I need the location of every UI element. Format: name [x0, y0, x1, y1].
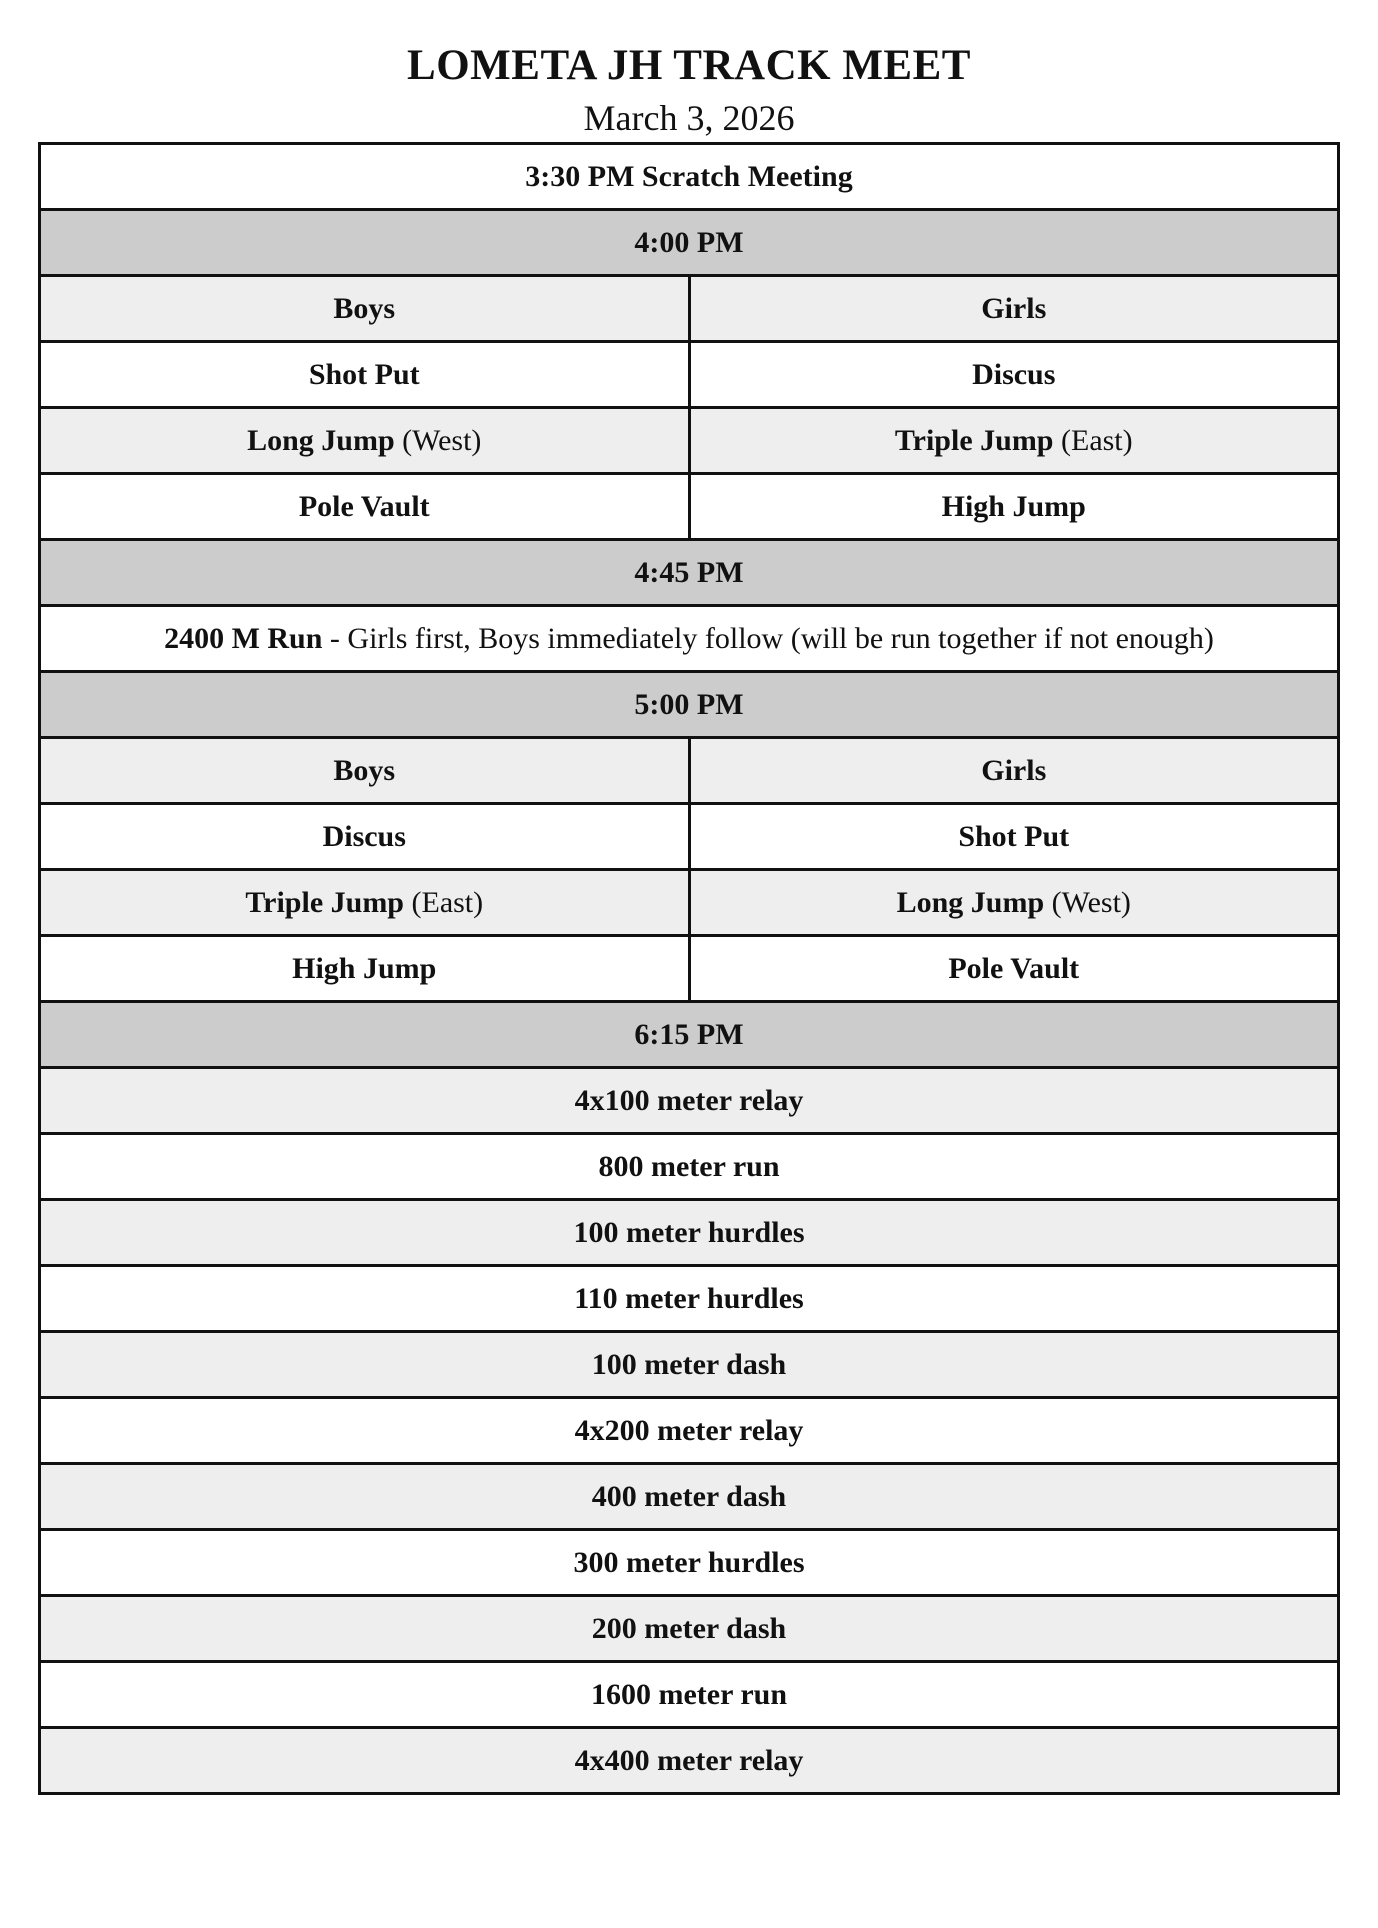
event-row [40, 870, 1339, 936]
girls-event: Long Jump [896, 885, 1045, 919]
meet-date: March 3, 2026 [583, 98, 795, 138]
running-event: 100 meter hurdles [40, 1200, 1339, 1266]
running-event-row [40, 1596, 1339, 1662]
girls-event: Shot Put [958, 819, 1070, 853]
gender-header-row [40, 738, 1339, 804]
running-event: 200 meter dash [40, 1596, 1339, 1662]
schedule-table [38, 142, 1340, 1795]
running-event: 4x400 meter relay [40, 1728, 1339, 1794]
running-event: 4x200 meter relay [40, 1398, 1339, 1464]
boys-event: High Jump [292, 951, 437, 985]
scratch-meeting-row [40, 144, 1339, 210]
time-label: 6:15 PM [40, 1002, 1339, 1068]
boys-event-note: (West) [394, 423, 482, 457]
boys-event-cell [40, 474, 690, 540]
girls-event-note: (East) [1053, 423, 1133, 457]
girls-header: Girls [689, 738, 1339, 804]
running-event: 100 meter dash [40, 1332, 1339, 1398]
running-event-row [40, 1464, 1339, 1530]
page-title: LOMETA JH TRACK MEET [407, 42, 971, 89]
boys-event: Pole Vault [298, 489, 430, 523]
gender-header-row [40, 276, 1339, 342]
running-event: 4x100 meter relay [40, 1068, 1339, 1134]
running-event-row [40, 1068, 1339, 1134]
girls-event: Triple Jump [894, 423, 1054, 457]
boys-event-cell [40, 342, 690, 408]
girls-event-note: (West) [1044, 885, 1131, 919]
girls-event-cell [689, 804, 1339, 870]
boys-event: Triple Jump [245, 885, 404, 919]
boys-event: Shot Put [308, 357, 420, 391]
boys-event-cell [40, 870, 690, 936]
boys-event-cell [40, 936, 690, 1002]
running-event: 400 meter dash [40, 1464, 1339, 1530]
boys-header: Boys [40, 276, 690, 342]
girls-header: Girls [689, 276, 1339, 342]
girls-event-cell [689, 870, 1339, 936]
running-event: 800 meter run [40, 1134, 1339, 1200]
run-2400-event: 2400 M Run [164, 621, 323, 655]
run-2400-cell [40, 606, 1339, 672]
running-event-row [40, 1662, 1339, 1728]
boys-event-cell [40, 408, 690, 474]
time-label: 4:45 PM [40, 540, 1339, 606]
running-event-row [40, 1728, 1339, 1794]
boys-event: Discus [322, 819, 406, 853]
girls-event-cell [689, 342, 1339, 408]
scratch-meeting-label: 3:30 PM Scratch Meeting [40, 144, 1339, 210]
running-event-row [40, 1398, 1339, 1464]
event-row [40, 804, 1339, 870]
girls-event: Pole Vault [948, 951, 1080, 985]
run-2400-note: - Girls first, Boys immediately follow (will be run together if not enough) [322, 621, 1214, 655]
event-row [40, 474, 1339, 540]
running-event: 300 meter hurdles [40, 1530, 1339, 1596]
time-row-445 [40, 540, 1339, 606]
boys-event-note: (East) [404, 885, 484, 919]
time-row-500 [40, 672, 1339, 738]
running-event: 1600 meter run [40, 1662, 1339, 1728]
girls-event-cell [689, 474, 1339, 540]
girls-event: Discus [972, 357, 1056, 391]
girls-event-cell [689, 408, 1339, 474]
time-label: 5:00 PM [40, 672, 1339, 738]
running-event-row [40, 1332, 1339, 1398]
girls-event: High Jump [941, 489, 1086, 523]
boys-event: Long Jump [247, 423, 395, 457]
event-row [40, 342, 1339, 408]
running-event: 110 meter hurdles [40, 1266, 1339, 1332]
time-row-615 [40, 1002, 1339, 1068]
running-event-row [40, 1530, 1339, 1596]
running-event-row [40, 1266, 1339, 1332]
running-event-row [40, 1200, 1339, 1266]
boys-header: Boys [40, 738, 690, 804]
event-row [40, 936, 1339, 1002]
run-2400-row [40, 606, 1339, 672]
running-event-row [40, 1134, 1339, 1200]
girls-event-cell [689, 936, 1339, 1002]
time-row-400 [40, 210, 1339, 276]
time-label: 4:00 PM [40, 210, 1339, 276]
boys-event-cell [40, 804, 690, 870]
event-row [40, 408, 1339, 474]
